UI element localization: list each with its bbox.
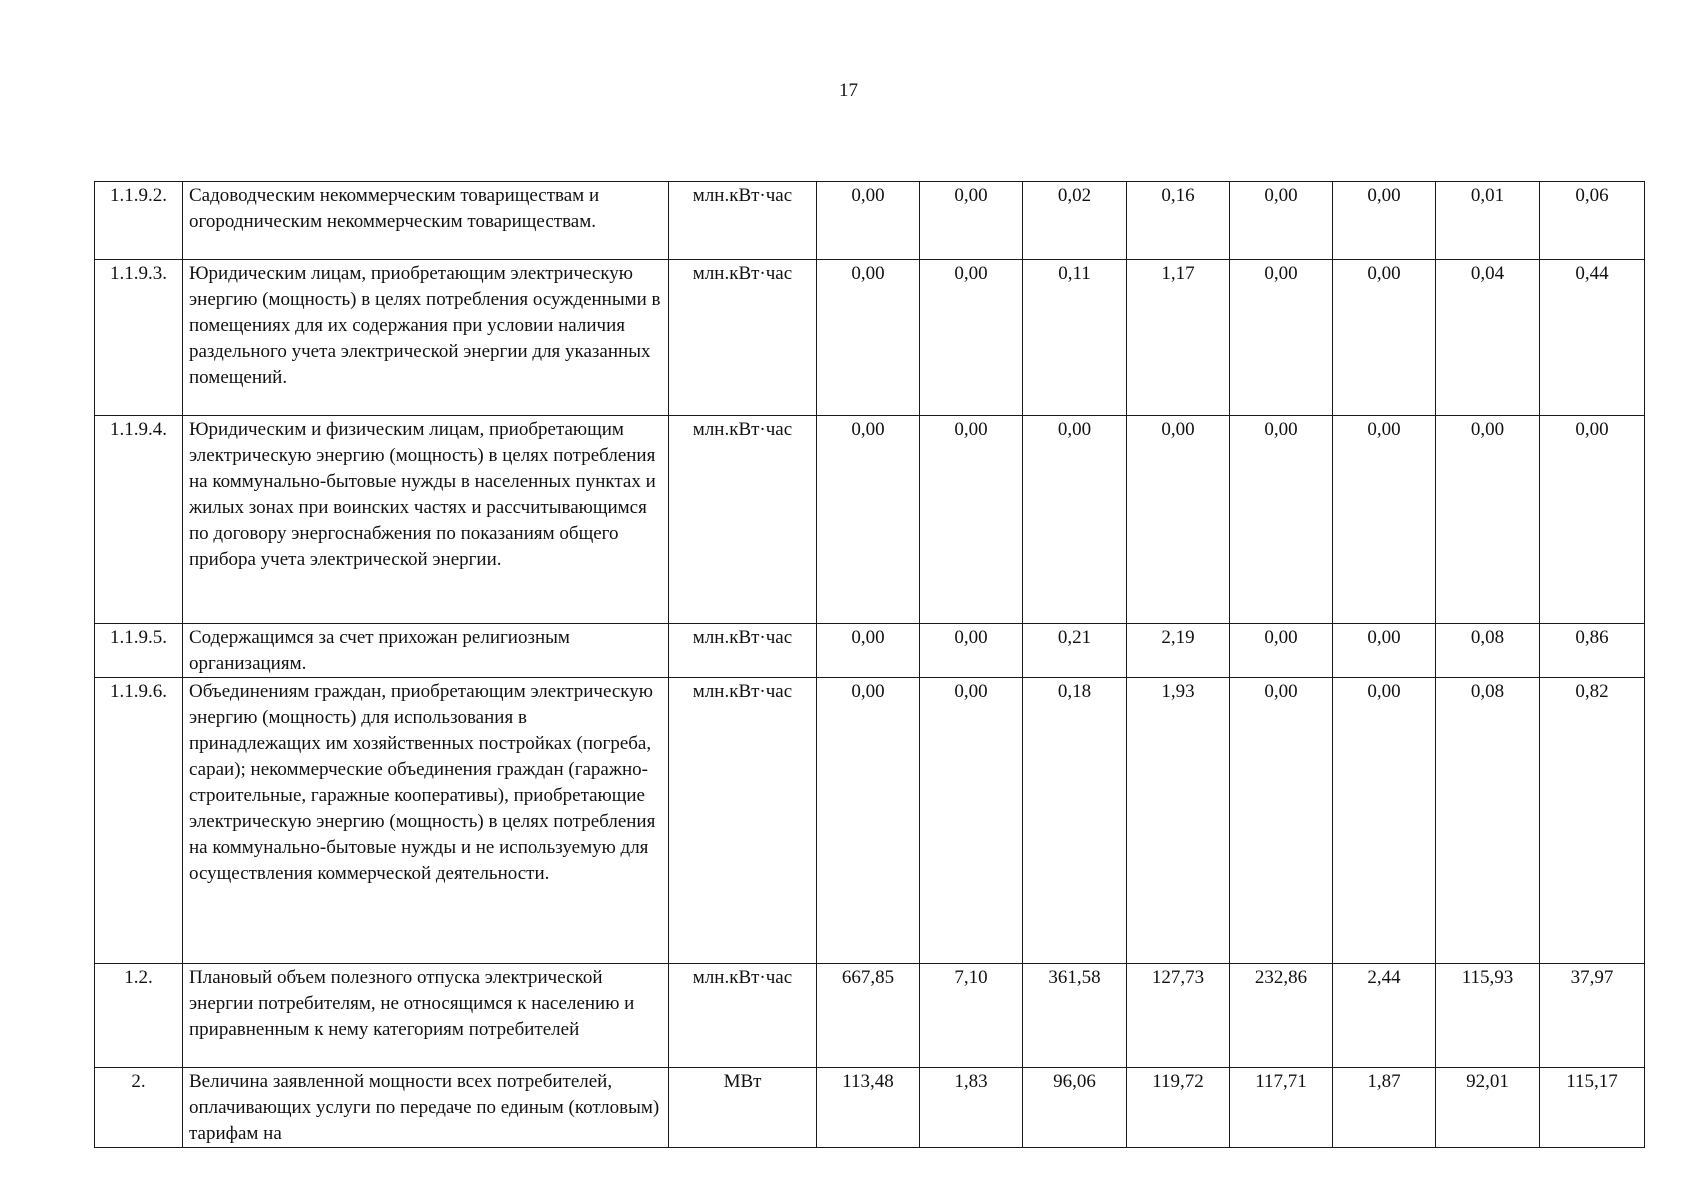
table-row (95, 1068, 1645, 1148)
value-cell: 0,00 (1230, 260, 1333, 416)
value-cell: 0,86 (1540, 624, 1645, 678)
row-unit: млн.кВт·час (669, 678, 817, 964)
value-cell: 0,00 (817, 678, 920, 964)
table-row (95, 416, 1645, 624)
row-number: 1.1.9.4. (95, 416, 183, 624)
value-cell: 0,00 (1436, 416, 1540, 624)
value-cell: 0,08 (1436, 624, 1540, 678)
value-cell: 0,00 (817, 624, 920, 678)
value-cell: 0,00 (1333, 678, 1436, 964)
row-unit: млн.кВт·час (669, 182, 817, 260)
value-cell: 0,00 (1333, 416, 1436, 624)
value-cell: 0,82 (1540, 678, 1645, 964)
value-cell: 0,00 (920, 182, 1023, 260)
tariff-volume-table (94, 181, 1645, 1148)
value-cell: 0,00 (1230, 416, 1333, 624)
value-cell: 2,19 (1127, 624, 1230, 678)
value-cell: 127,73 (1127, 964, 1230, 1068)
value-cell: 667,85 (817, 964, 920, 1068)
value-cell: 0,00 (817, 182, 920, 260)
row-number: 1.2. (95, 964, 183, 1068)
value-cell: 0,00 (817, 416, 920, 624)
value-cell: 0,04 (1436, 260, 1540, 416)
row-unit: млн.кВт·час (669, 416, 817, 624)
value-cell: 117,71 (1230, 1068, 1333, 1148)
value-cell: 7,10 (920, 964, 1023, 1068)
value-cell: 1,87 (1333, 1068, 1436, 1148)
table-row (95, 964, 1645, 1068)
value-cell: 1,83 (920, 1068, 1023, 1148)
value-cell: 0,00 (1333, 182, 1436, 260)
row-number: 1.1.9.5. (95, 624, 183, 678)
value-cell: 113,48 (817, 1068, 920, 1148)
row-description: Юридическим лицам, приобретающим электрическую энергию (мощность) в целях потребления осужденными в помещениях для их содержания при условии наличия раздельного учета электрической энергии для указанных помещений. (183, 260, 669, 416)
value-cell: 0,08 (1436, 678, 1540, 964)
row-number: 1.1.9.6. (95, 678, 183, 964)
row-number: 1.1.9.3. (95, 260, 183, 416)
value-cell: 96,06 (1023, 1068, 1127, 1148)
row-unit: млн.кВт·час (669, 964, 817, 1068)
value-cell: 1,93 (1127, 678, 1230, 964)
row-description: Садоводческим некоммерческим товариществам и огородническим некоммерческим товариществам. (183, 182, 669, 260)
value-cell: 0,44 (1540, 260, 1645, 416)
row-description: Содержащимся за счет прихожан религиозным организациям. (183, 624, 669, 678)
value-cell: 232,86 (1230, 964, 1333, 1068)
value-cell: 0,02 (1023, 182, 1127, 260)
row-description: Юридическим и физическим лицам, приобретающим электрическую энергию (мощность) в целях потребления на коммунально-бытовые нужды в населенных пунктах и жилых зонах при воинских частях и рассчитывающимся по договору энергоснабжения по показаниям общего прибора учета электрической энергии. (183, 416, 669, 624)
value-cell: 0,11 (1023, 260, 1127, 416)
value-cell: 0,18 (1023, 678, 1127, 964)
value-cell: 0,00 (1127, 416, 1230, 624)
value-cell: 0,00 (1023, 416, 1127, 624)
page-number: 17 (839, 80, 858, 101)
value-cell: 0,00 (1230, 182, 1333, 260)
row-unit: МВт (669, 1068, 817, 1148)
value-cell: 0,00 (1230, 624, 1333, 678)
table-row (95, 678, 1645, 964)
table-row (95, 260, 1645, 416)
value-cell: 0,16 (1127, 182, 1230, 260)
row-unit: млн.кВт·час (669, 260, 817, 416)
row-description: Плановый объем полезного отпуска электрической энергии потребителям, не относящимся к населению и приравненным к нему категориям потребителей (183, 964, 669, 1068)
value-cell: 0,00 (920, 416, 1023, 624)
value-cell: 0,06 (1540, 182, 1645, 260)
value-cell: 0,00 (920, 678, 1023, 964)
value-cell: 115,93 (1436, 964, 1540, 1068)
value-cell: 92,01 (1436, 1068, 1540, 1148)
value-cell: 0,01 (1436, 182, 1540, 260)
value-cell: 0,00 (1230, 678, 1333, 964)
value-cell: 0,21 (1023, 624, 1127, 678)
table-row (95, 624, 1645, 678)
value-cell: 0,00 (920, 260, 1023, 416)
value-cell: 0,00 (1333, 624, 1436, 678)
row-description: Величина заявленной мощности всех потребителей, оплачивающих услуги по передаче по единым (котловым) тарифам на (183, 1068, 669, 1148)
value-cell: 361,58 (1023, 964, 1127, 1068)
value-cell: 2,44 (1333, 964, 1436, 1068)
row-unit: млн.кВт·час (669, 624, 817, 678)
value-cell: 0,00 (1540, 416, 1645, 624)
value-cell: 115,17 (1540, 1068, 1645, 1148)
value-cell: 119,72 (1127, 1068, 1230, 1148)
value-cell: 0,00 (920, 624, 1023, 678)
value-cell: 0,00 (1333, 260, 1436, 416)
value-cell: 0,00 (817, 260, 920, 416)
row-number: 1.1.9.2. (95, 182, 183, 260)
row-number: 2. (95, 1068, 183, 1148)
value-cell: 37,97 (1540, 964, 1645, 1068)
table-row (95, 182, 1645, 260)
row-description: Объединениям граждан, приобретающим электрическую энергию (мощность) для использования в принадлежащих им хозяйственных постройках (погреба, сараи); некоммерческие объединения граждан (гаражно-строительные, гаражные кооперативы), приобретающие электрическую энергию (мощность) в целях потребления на коммунально-бытовые нужды и не используемую для осуществления коммерческой деятельности. (183, 678, 669, 964)
value-cell: 1,17 (1127, 260, 1230, 416)
